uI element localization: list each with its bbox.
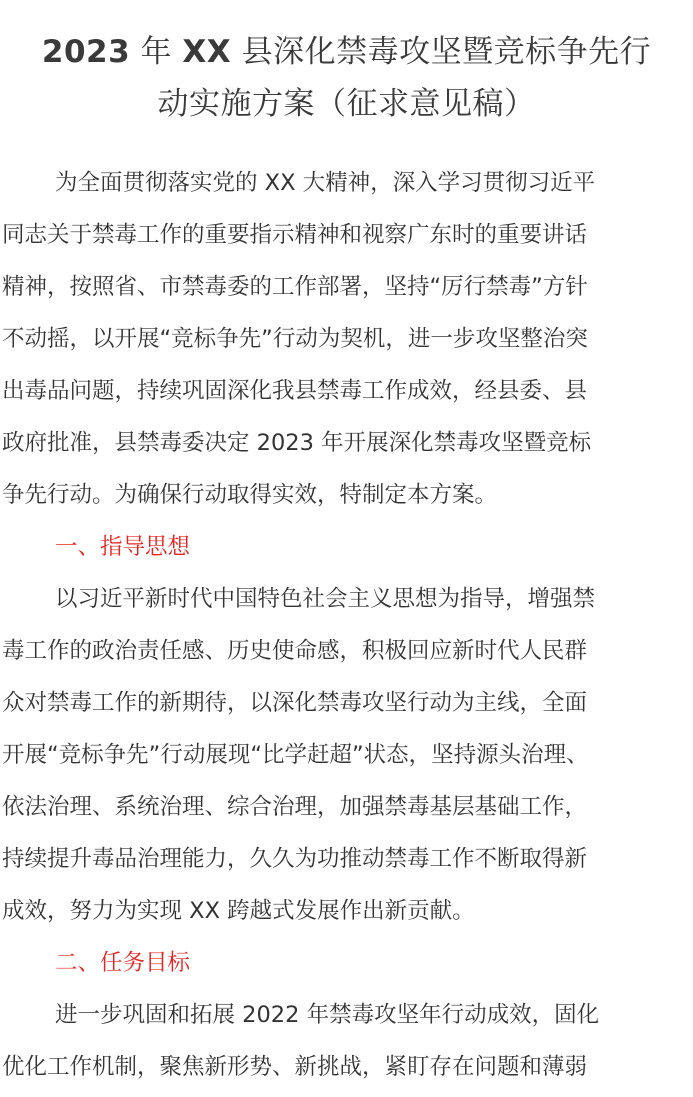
paragraph-intro-line: 同志关于禁毒工作的重要指示精神和视察广东时的重要讲话 [2,222,588,248]
title-line-2: 动实施方案（征求意见稿） [157,86,536,122]
title-year-unit: 年 [130,34,183,70]
title-text-part1: 县深化禁毒攻坚暨竞标争先行 [231,34,652,70]
paragraph-intro-line: 为全面贯彻落实党的 XX 大精神，深入学习贯彻习近平 [55,170,596,196]
section-heading-task-goals: 二、任务目标 [55,950,191,976]
paragraph-intro-line: 不动摇，以开展“竞标争先”行动为契机，进一步攻坚整治突 [2,326,588,352]
document-body [2,157,678,1093]
paragraph-guiding-line: 依法治理、系统治理、综合治理，加强禁毒基层基础工作， [2,794,588,820]
paragraph-intro-line: 出毒品问题，持续巩固深化我县禁毒工作成效，经县委、县 [2,378,588,404]
paragraph-goals-line: 进一步巩固和拓展 2022 年禁毒攻坚年行动成效，固化 [55,1002,600,1028]
paragraph-intro-line: 政府批准，县禁毒委决定 2023 年开展深化禁毒攻坚暨竞标 [2,430,592,456]
paragraph-guiding-line: 成效，努力为实现 XX 跨越式发展作出新贡献。 [2,898,475,924]
document-title [0,26,693,130]
title-year: 2023 [41,34,131,70]
paragraph-guiding-line: 以习近平新时代中国特色社会主义思想为指导，增强禁 [55,586,596,612]
paragraph-guiding-line: 持续提升毒品治理能力，久久为功推动禁毒工作不断取得新 [2,846,588,872]
section-heading-guiding-ideology: 一、指导思想 [55,534,191,560]
title-line-1 [0,26,693,78]
paragraph-goals-line: 优化工作机制，聚焦新形势、新挑战，紧盯存在问题和薄弱 [2,1054,588,1080]
paragraph-guiding-line: 开展“竞标争先”行动展现“比学赶超”状态，坚持源头治理、 [2,742,589,768]
paragraph-intro-line: 争先行动。为确保行动取得实效，特制定本方案。 [2,482,498,508]
paragraph-intro-line: 精神，按照省、市禁毒委的工作部署，坚持“厉行禁毒”方针 [2,274,588,300]
paragraph-guiding-line: 众对禁毒工作的新期待，以深化禁毒攻坚行动为主线，全面 [2,690,588,716]
title-county-placeholder: XX [182,34,232,70]
paragraph-guiding-line: 毒工作的政治责任感、历史使命感，积极回应新时代人民群 [2,638,588,664]
